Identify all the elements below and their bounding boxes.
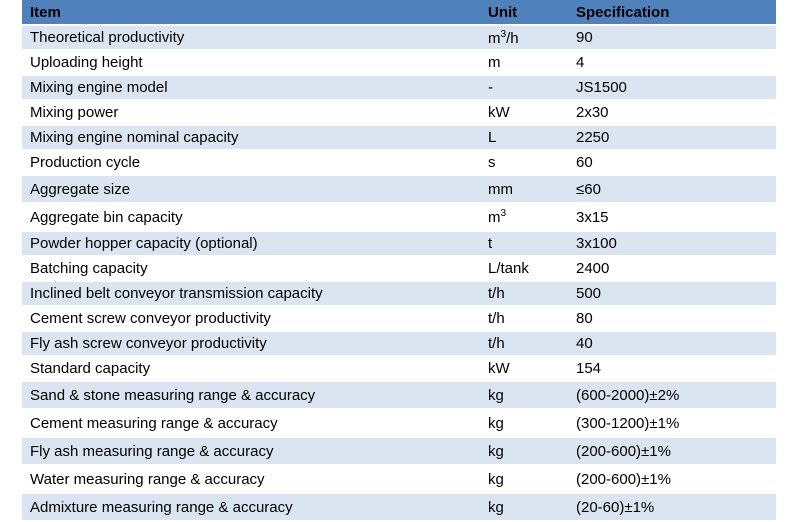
table-row — [22, 75, 776, 100]
item-cell: Standard capacity — [22, 356, 480, 381]
item-cell: Sand & stone measuring range & accuracy — [22, 381, 480, 409]
table-row — [22, 125, 776, 150]
specification-cell: (200-600)±1% — [568, 437, 776, 465]
specification-cell: ≤60 — [568, 175, 776, 203]
table-header-row — [22, 0, 776, 25]
unit-superscript: 3 — [500, 28, 507, 40]
item-cell: Powder hopper capacity (optional) — [22, 231, 480, 256]
table-row — [22, 465, 776, 493]
specification-cell: (600-2000)±2% — [568, 381, 776, 409]
table-row — [22, 175, 776, 203]
specification-cell: (300-1200)±1% — [568, 409, 776, 437]
specification-cell: 4 — [568, 50, 776, 75]
item-cell: Water measuring range & accuracy — [22, 465, 480, 493]
unit-cell: m — [480, 50, 568, 75]
item-cell: Cement measuring range & accuracy — [22, 409, 480, 437]
unit-cell — [480, 203, 568, 231]
specification-cell: (20-60)±1% — [568, 493, 776, 521]
table-row — [22, 381, 776, 409]
unit-cell: kW — [480, 356, 568, 381]
unit-base: m — [488, 209, 501, 226]
unit-base: m — [488, 29, 501, 47]
item-cell: Mixing engine nominal capacity — [22, 125, 480, 150]
header-unit: Unit — [480, 0, 568, 25]
item-cell: Theoretical productivity — [22, 25, 480, 50]
table-row — [22, 493, 776, 521]
item-cell: Fly ash measuring range & accuracy — [22, 437, 480, 465]
specification-cell: 2x30 — [568, 100, 776, 125]
specification-cell: 60 — [568, 150, 776, 175]
unit-cell: kg — [480, 493, 568, 521]
header-item: Item — [22, 0, 480, 25]
table-row — [22, 25, 776, 50]
unit-cell: t — [480, 231, 568, 256]
item-cell: Aggregate bin capacity — [22, 203, 480, 231]
item-cell: Cement screw conveyor productivity — [22, 306, 480, 331]
unit-cell — [480, 25, 568, 50]
table-row — [22, 437, 776, 465]
specification-cell: 80 — [568, 306, 776, 331]
unit-superscript: 3 — [500, 208, 507, 219]
table-row — [22, 231, 776, 256]
unit-cell: t/h — [480, 306, 568, 331]
unit-cell: s — [480, 150, 568, 175]
table-row — [22, 331, 776, 356]
specification-cell: 2400 — [568, 256, 776, 281]
item-cell: Batching capacity — [22, 256, 480, 281]
item-cell: Mixing engine model — [22, 75, 480, 100]
specification-cell: 2250 — [568, 125, 776, 150]
item-cell: Mixing power — [22, 100, 480, 125]
unit-cell: t/h — [480, 281, 568, 306]
unit-cell: kg — [480, 409, 568, 437]
unit-cell: kg — [480, 381, 568, 409]
item-cell: Fly ash screw conveyor productivity — [22, 331, 480, 356]
specification-cell: 3x100 — [568, 231, 776, 256]
unit-cell: kg — [480, 465, 568, 493]
table-row — [22, 150, 776, 175]
table-row — [22, 409, 776, 437]
specification-cell: JS1500 — [568, 75, 776, 100]
table-row — [22, 100, 776, 125]
item-cell: Production cycle — [22, 150, 480, 175]
unit-cell: t/h — [480, 331, 568, 356]
specification-cell: (200-600)±1% — [568, 465, 776, 493]
specification-cell: 500 — [568, 281, 776, 306]
table-row — [22, 256, 776, 281]
unit-cell: L — [480, 125, 568, 150]
table-row — [22, 281, 776, 306]
unit-cell: kW — [480, 100, 568, 125]
item-cell: Aggregate size — [22, 175, 480, 203]
specification-cell: 154 — [568, 356, 776, 381]
specification-cell: 40 — [568, 331, 776, 356]
table-row — [22, 356, 776, 381]
item-cell: Admixture measuring range & accuracy — [22, 493, 480, 521]
table-row — [22, 50, 776, 75]
specification-cell: 3x15 — [568, 203, 776, 231]
unit-cell: - — [480, 75, 568, 100]
unit-cell: mm — [480, 175, 568, 203]
unit-tail: /h — [506, 29, 519, 47]
item-cell: Inclined belt conveyor transmission capacity — [22, 281, 480, 306]
table-row — [22, 306, 776, 331]
table-row — [22, 203, 776, 231]
specification-table — [22, 0, 776, 522]
header-specification: Specification — [568, 0, 776, 25]
unit-cell: L/tank — [480, 256, 568, 281]
unit-cell: kg — [480, 437, 568, 465]
item-cell: Uploading height — [22, 50, 480, 75]
specification-cell: 90 — [568, 25, 776, 50]
